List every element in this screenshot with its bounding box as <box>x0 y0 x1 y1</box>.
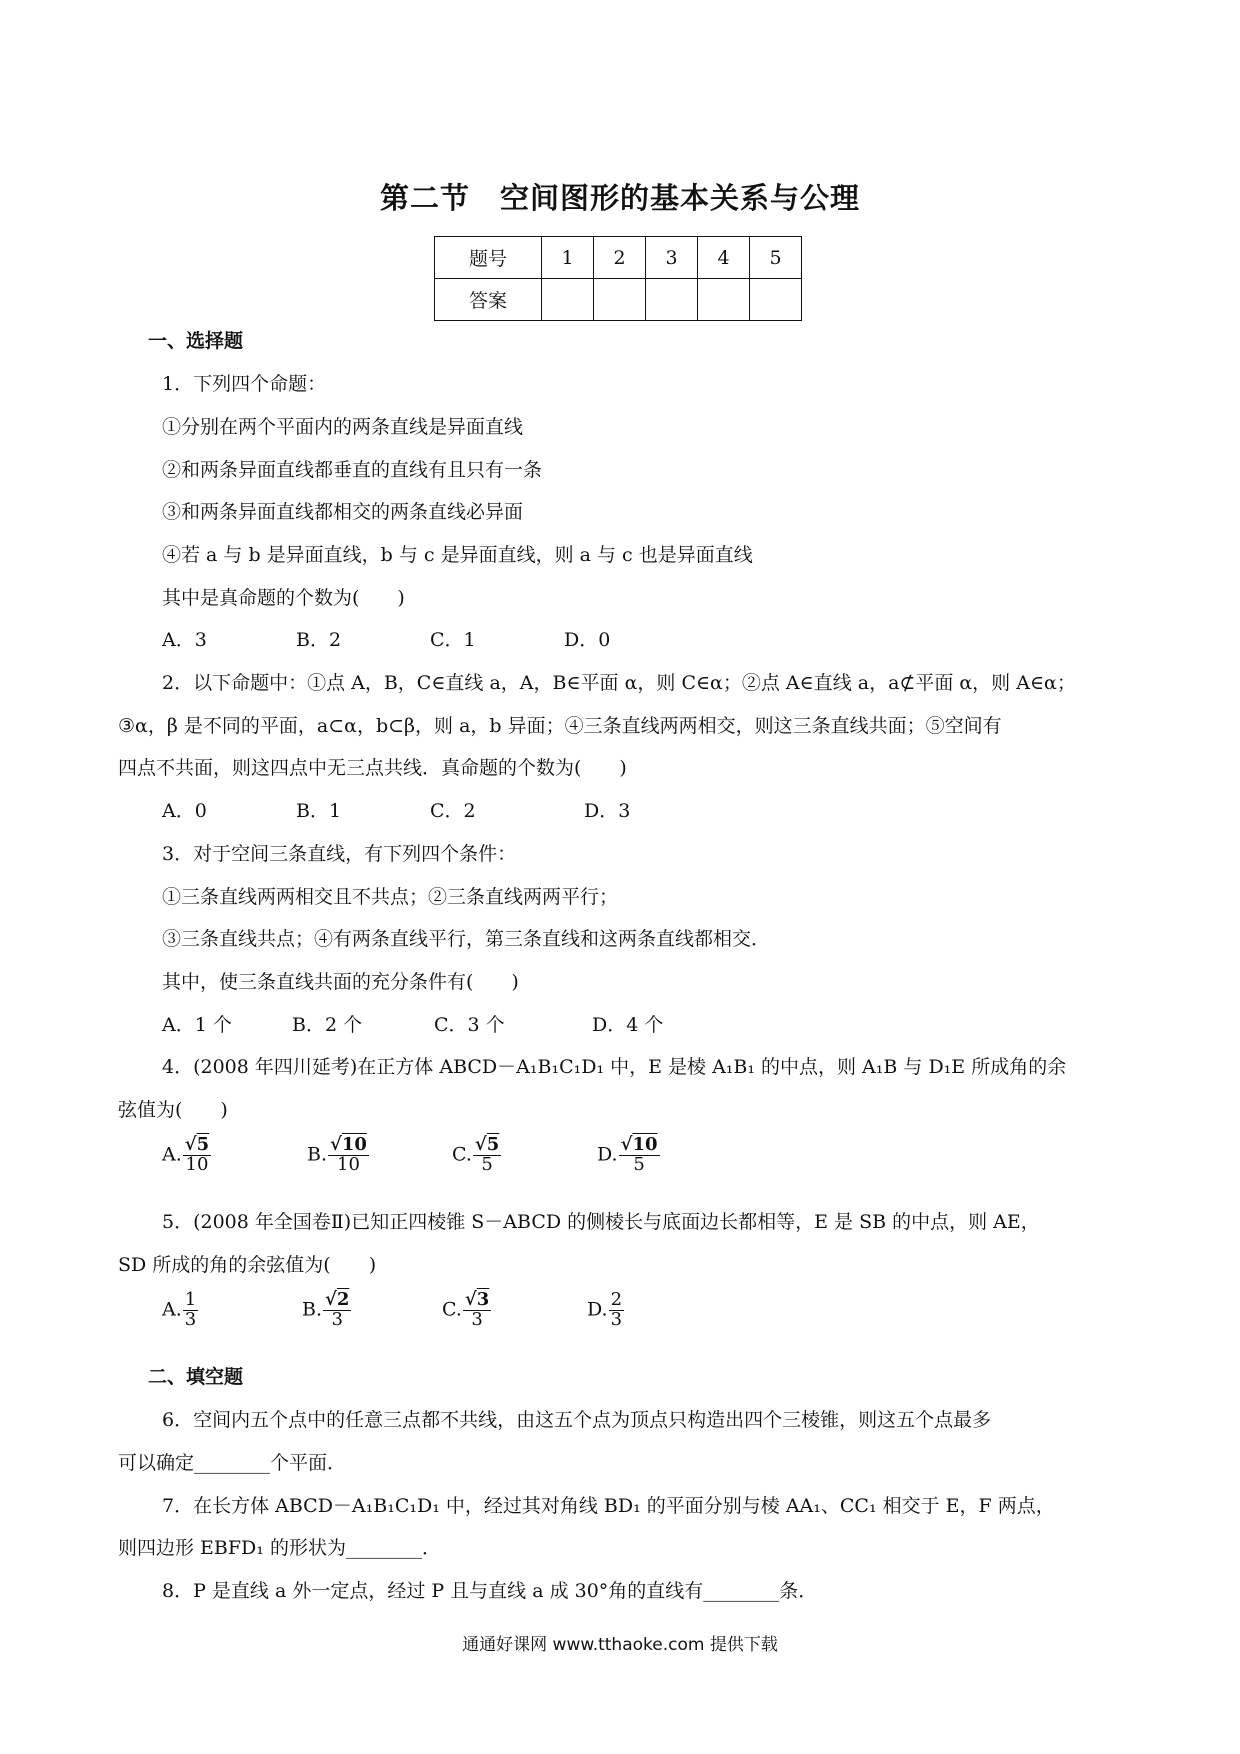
q3-condition-1: ①三条直线两两相交且不共点；②三条直线两两平行； <box>162 886 619 908</box>
fraction: $\frac{√10}{10}$ <box>330 1134 367 1175</box>
answer-cell <box>646 279 698 321</box>
q2-option-c: C．2 <box>430 800 476 822</box>
q2-line-2: ③α，β 是不同的平面，a⊂α，b⊂β，则 a，b 异面；④三条直线两两相交，则这三条直线共面；⑤空间有 <box>118 715 1002 737</box>
section-heading-choice: 一、选择题 <box>148 330 244 352</box>
q2-option-b: B．1 <box>296 800 342 822</box>
fraction: $\frac{√3}{3}$ <box>464 1289 490 1330</box>
q5-options <box>162 1291 624 1330</box>
fraction: $\frac{1}{3}$ <box>184 1289 197 1330</box>
answer-table-number: 3 <box>646 237 698 279</box>
q2-line-1: 2．以下命题中：①点 A，B，C∈直线 a，A，B∈平面 α，则 C∈α；②点 A∈直线 a，a⊄平面 α，则 A∈α； <box>162 672 1076 694</box>
q5-option-b: B. $\frac{√2}{3}$ <box>302 1289 350 1330</box>
q4-option-a: A. $\frac{√5}{10}$ <box>162 1134 210 1175</box>
q1-proposition-1: ①分别在两个平面内的两条直线是异面直线 <box>162 416 524 438</box>
answer-table <box>434 236 802 321</box>
q4-line-2: 弦值为( ) <box>118 1099 228 1121</box>
q2-option-d: D．3 <box>584 800 631 822</box>
q2-line-3: 四点不共面，则这四点中无三点共线．真命题的个数为( ) <box>118 757 627 779</box>
answer-table-number: 1 <box>542 237 594 279</box>
q5-option-a: A. $\frac{1}{3}$ <box>162 1289 197 1330</box>
fraction: $\frac{√2}{3}$ <box>325 1289 350 1330</box>
q1-option-b: B．2 <box>296 629 342 651</box>
fraction: $\frac{√5}{10}$ <box>184 1134 210 1175</box>
q1-option-d: D．0 <box>564 629 611 651</box>
q3-option-a: A．1 个 <box>162 1014 232 1036</box>
answer-cell <box>542 279 594 321</box>
section-heading-fill: 二、填空题 <box>148 1366 244 1388</box>
answer-table-answer-label: 答案 <box>435 279 542 321</box>
q1-stem: 1．下列四个命题： <box>162 373 327 395</box>
q1-proposition-3: ③和两条异面直线都相交的两条直线必异面 <box>162 501 524 523</box>
q1-question: 其中是真命题的个数为( ) <box>162 587 405 609</box>
fraction: $\frac{2}{3}$ <box>610 1289 623 1330</box>
q2-option-a: A．0 <box>162 800 207 822</box>
q1-options <box>162 625 610 652</box>
q6-line-2: 可以确定________个平面． <box>118 1452 347 1474</box>
q7-line-2: 则四边形 EBFD₁ 的形状为________． <box>118 1537 441 1559</box>
q8-line-1: 8．P 是直线 a 外一定点，经过 P 且与直线 a 成 30°角的直线有________条． <box>162 1580 818 1602</box>
q3-question: 其中，使三条直线共面的充分条件有( ) <box>162 971 519 993</box>
q1-option-c: C．1 <box>430 629 476 651</box>
q5-option-d: D. $\frac{2}{3}$ <box>587 1289 623 1330</box>
q6-line-1: 6．空间内五个点中的任意三点都不共线，由这五个点为顶点只构造出四个三棱锥，则这五个点最多 <box>162 1409 992 1431</box>
q3-option-d: D．4 个 <box>592 1014 664 1036</box>
q5-option-c: C. $\frac{√3}{3}$ <box>442 1289 490 1330</box>
answer-cell <box>750 279 802 321</box>
q1-proposition-2: ②和两条异面直线都垂直的直线有且只有一条 <box>162 459 543 481</box>
q5-line-1: 5．(2008 年全国卷Ⅱ)已知正四棱锥 S－ABCD 的侧棱长与底面边长都相等，E 是 SB 的中点，则 AE， <box>162 1211 1040 1233</box>
q5-line-2: SD 所成的角的余弦值为( ) <box>118 1254 377 1276</box>
answer-table-number-label: 题号 <box>435 237 542 279</box>
q1-proposition-4: ④若 a 与 b 是异面直线，b 与 c 是异面直线，则 a 与 c 也是异面直线 <box>162 544 753 566</box>
q4-option-d: D. $\frac{√10}{5}$ <box>597 1134 658 1175</box>
page-footer: 通通好课网 www.tthaoke.com 提供下载 <box>462 1635 778 1655</box>
q4-line-1: 4．(2008 年四川延考)在正方体 ABCD－A₁B₁C₁D₁ 中，E 是棱 A₁B₁ 的中点，则 A₁B 与 D₁E 所成角的余 <box>162 1056 1067 1078</box>
answer-cell <box>698 279 750 321</box>
q3-options <box>162 1010 663 1037</box>
fraction: $\frac{√5}{5}$ <box>474 1134 500 1175</box>
answer-table-number: 4 <box>698 237 750 279</box>
page-title: 第二节 空间图形的基本关系与公理 <box>379 181 860 215</box>
answer-table-number-row <box>435 237 802 279</box>
answer-table-number: 2 <box>594 237 646 279</box>
q4-option-c: C. $\frac{√5}{5}$ <box>452 1134 500 1175</box>
q3-option-c: C．3 个 <box>434 1014 505 1036</box>
q3-option-b: B．2 个 <box>292 1014 363 1036</box>
q3-stem: 3．对于空间三条直线，有下列四个条件： <box>162 843 517 865</box>
q1-option-a: A．3 <box>162 629 207 651</box>
q3-condition-2: ③三条直线共点；④有两条直线平行，第三条直线和这两条直线都相交． <box>162 928 771 950</box>
answer-table-answer-row <box>435 279 802 321</box>
answer-cell <box>594 279 646 321</box>
q7-line-1: 7．在长方体 ABCD－A₁B₁C₁D₁ 中，经过其对角线 BD₁ 的平面分别与棱 AA₁、CC₁ 相交于 E，F 两点， <box>162 1495 1055 1517</box>
q2-options <box>162 796 630 823</box>
q4-options <box>162 1136 660 1175</box>
fraction: $\frac{√10}{5}$ <box>620 1134 658 1175</box>
answer-table-number: 5 <box>750 237 802 279</box>
q4-option-b: B. $\frac{√10}{10}$ <box>307 1134 367 1175</box>
